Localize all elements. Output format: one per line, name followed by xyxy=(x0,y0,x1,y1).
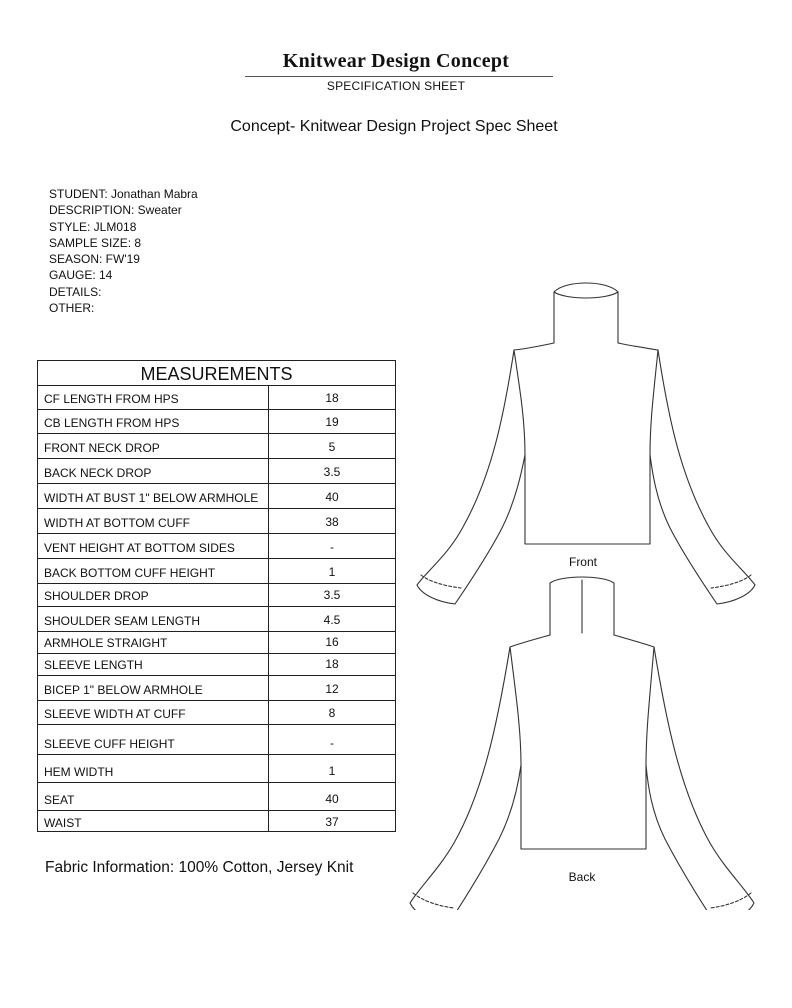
measurements-table xyxy=(37,360,396,832)
row-value: 1 xyxy=(328,764,336,778)
back-right-sleeve xyxy=(646,647,754,910)
row-value: 37 xyxy=(325,815,339,829)
front-right-sleeve xyxy=(650,350,755,604)
info-style: STYLE: JLM018 xyxy=(49,219,137,234)
row-value: 38 xyxy=(325,515,339,529)
row-label: SLEEVE WIDTH AT CUFF xyxy=(44,707,186,721)
row-label: SHOULDER DROP xyxy=(44,589,149,603)
table-row xyxy=(38,783,395,811)
row-value: 18 xyxy=(325,391,339,405)
sheet-subtitle: SPECIFICATION SHEET xyxy=(326,79,466,93)
row-label: HEM WIDTH xyxy=(44,765,114,779)
table-row xyxy=(38,725,395,755)
row-label: VENT HEIGHT AT BOTTOM SIDES xyxy=(44,541,235,555)
table-row xyxy=(38,410,395,434)
row-label: WIDTH AT BOTTOM CUFF xyxy=(44,516,190,530)
row-value: 8 xyxy=(328,706,336,720)
table-row xyxy=(38,584,395,607)
front-body xyxy=(514,343,658,544)
table-row xyxy=(38,459,395,484)
row-value: 40 xyxy=(325,792,339,806)
front-left-sleeve xyxy=(417,350,525,604)
row-value: 12 xyxy=(325,682,339,696)
row-value: - xyxy=(330,736,334,750)
row-label: BICEP 1" BELOW ARMHOLE xyxy=(44,683,203,697)
project-title: Concept- Knitwear Design Project Spec Sheet xyxy=(230,118,558,135)
table-row xyxy=(38,676,395,701)
info-other: OTHER: xyxy=(49,301,95,316)
table-row xyxy=(38,484,395,509)
front-collar xyxy=(554,283,618,343)
row-label: FRONT NECK DROP xyxy=(44,441,160,455)
table-row xyxy=(38,559,395,584)
row-value: 3.5 xyxy=(323,465,341,479)
row-value: 16 xyxy=(325,635,339,649)
table-row xyxy=(38,434,395,459)
info-description: DESCRIPTION: Sweater xyxy=(49,203,182,218)
sweater-sketch xyxy=(400,270,780,910)
table-row xyxy=(38,654,395,676)
row-label: BACK BOTTOM CUFF HEIGHT xyxy=(44,566,216,580)
row-label: SLEEVE LENGTH xyxy=(44,658,143,672)
table-row xyxy=(38,509,395,534)
info-details: DETAILS: xyxy=(49,284,102,299)
row-value: 19 xyxy=(325,415,339,429)
fabric-information: Fabric Information: 100% Cotton, Jersey Knit xyxy=(45,859,354,876)
row-label: SHOULDER SEAM LENGTH xyxy=(44,614,201,628)
back-label: Back xyxy=(568,870,596,884)
title-underline xyxy=(245,76,553,77)
row-label: WAIST xyxy=(44,816,82,830)
info-gauge: GAUGE: 14 xyxy=(49,268,113,283)
info-season: SEASON: FW'19 xyxy=(49,252,140,267)
table-row xyxy=(38,701,395,725)
table-row xyxy=(38,534,395,559)
front-label: Front xyxy=(568,555,598,569)
row-value: 3.5 xyxy=(323,588,341,602)
sheet-title: Knitwear Design Concept xyxy=(282,50,510,72)
row-label: WIDTH AT BUST 1" BELOW ARMHOLE xyxy=(44,491,259,505)
row-label: BACK NECK DROP xyxy=(44,466,152,480)
info-sample-size: SAMPLE SIZE: 8 xyxy=(49,235,142,250)
row-label: SLEEVE CUFF HEIGHT xyxy=(44,737,175,751)
table-row xyxy=(38,811,395,833)
row-value: 40 xyxy=(325,490,339,504)
row-label: CB LENGTH FROM HPS xyxy=(44,416,180,430)
info-block xyxy=(49,186,198,316)
row-label: ARMHOLE STRAIGHT xyxy=(44,636,168,650)
row-value: 1 xyxy=(328,565,336,579)
row-value: 5 xyxy=(328,440,336,454)
table-row xyxy=(38,607,395,632)
back-body xyxy=(510,635,654,849)
row-value: - xyxy=(330,540,334,554)
back-left-sleeve xyxy=(410,647,521,910)
info-student: STUDENT: Jonathan Mabra xyxy=(49,187,198,201)
row-value: 18 xyxy=(325,657,339,671)
row-value: 4.5 xyxy=(323,613,341,627)
table-row xyxy=(38,755,395,783)
measurements-title: MEASUREMENTS xyxy=(38,361,395,386)
table-row xyxy=(38,632,395,654)
back-view-sketch xyxy=(410,577,754,910)
row-label: SEAT xyxy=(44,793,75,807)
table-row xyxy=(38,386,395,410)
row-label: CF LENGTH FROM HPS xyxy=(44,392,179,406)
